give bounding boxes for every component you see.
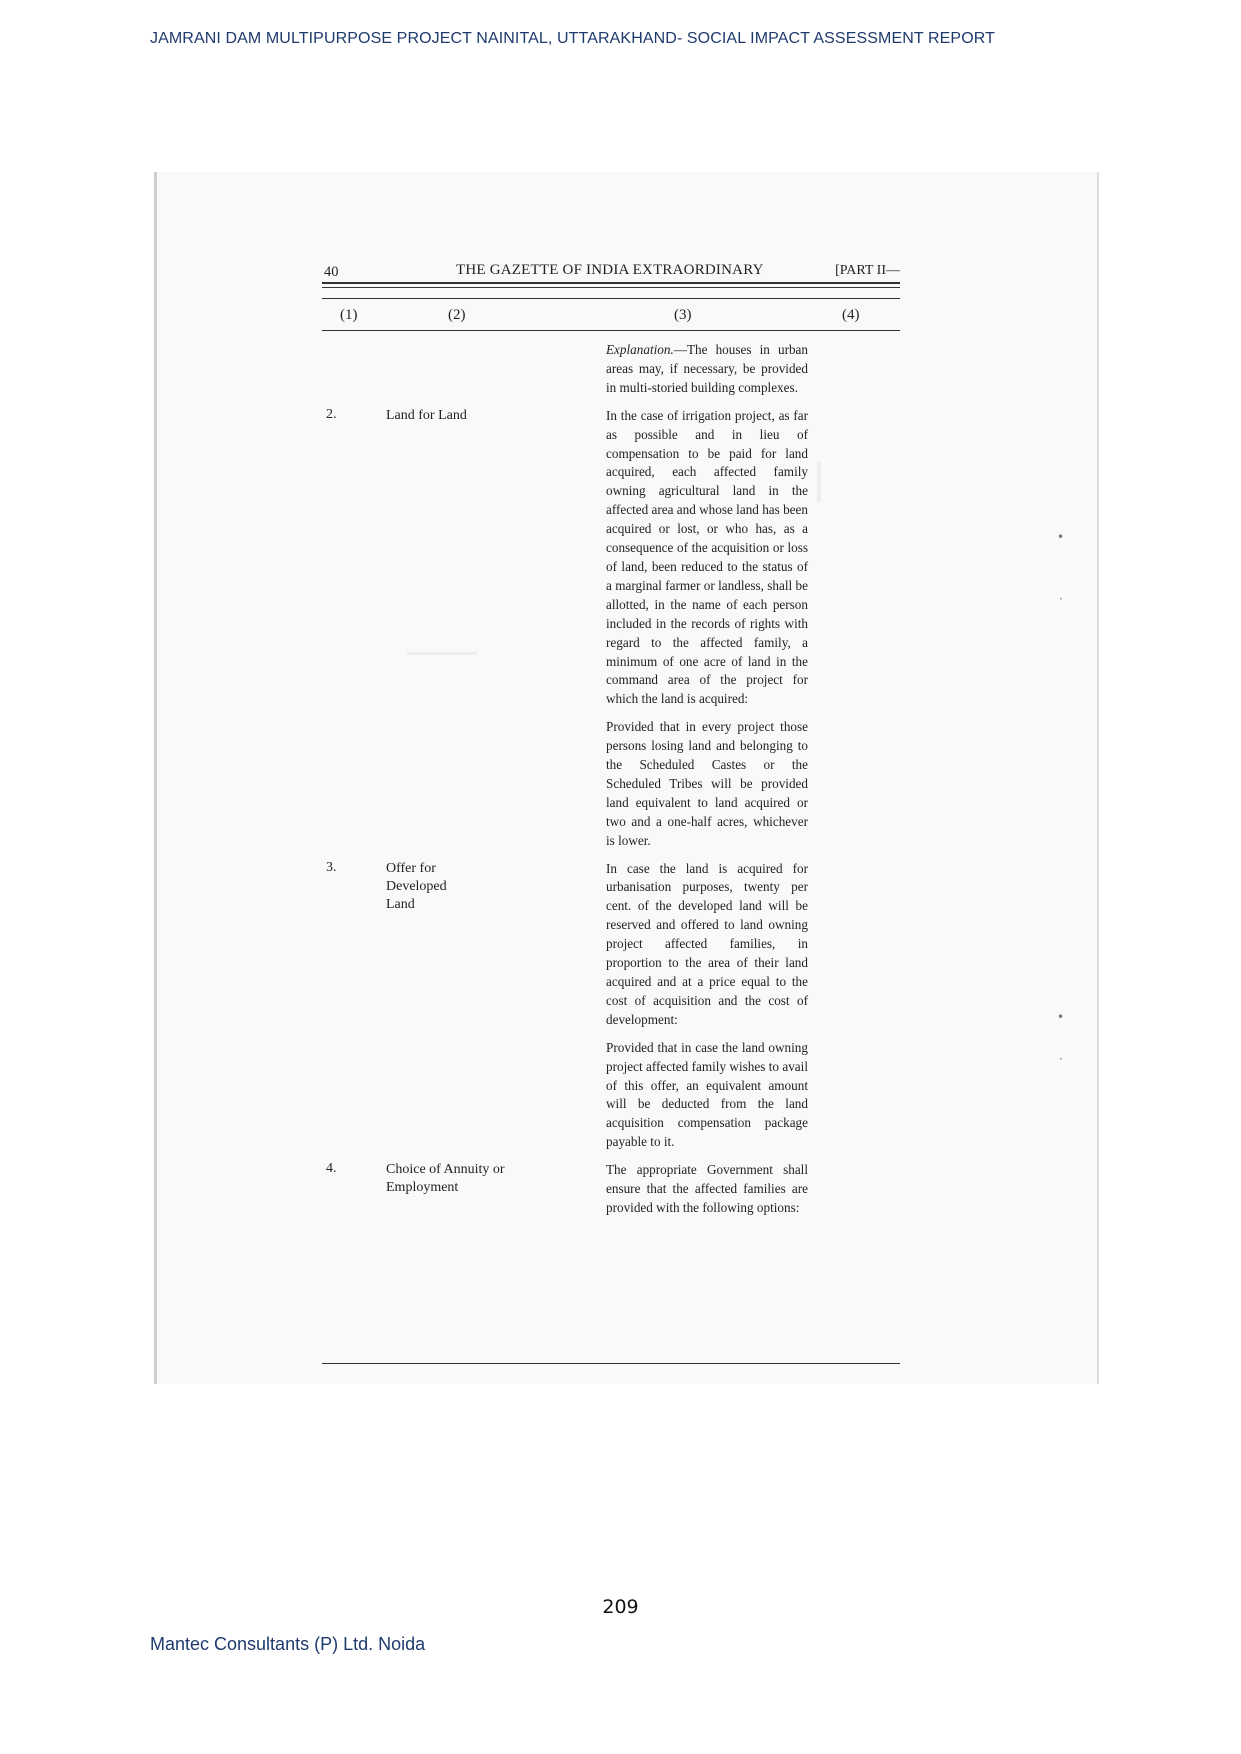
column-heading: (3): [674, 307, 692, 323]
scan-speck: •: [1057, 530, 1065, 544]
row-number: 4.: [326, 1161, 337, 1177]
column-headings: [322, 299, 900, 330]
gazette-page-number: 40: [324, 264, 339, 280]
gazette-part: [PART II—: [835, 263, 900, 278]
row-paragraph: In case the land is acquired for urbanisation purposes, twenty per cent. of the developed land will be reserved and offered to land owning project affected families, in proportion to the area of their land acquired and at a price equal to the cost of acquisition and the cost of development:: [606, 860, 808, 1027]
report-header: JAMRANI DAM MULTIPURPOSE PROJECT NAINITAL, UTTARAKHAND- SOCIAL IMPACT ASSESSMENT REPORT: [150, 30, 995, 47]
row-item: Offer for Developed Land: [386, 860, 447, 912]
table-row: [322, 407, 900, 851]
page-number: 209: [602, 1596, 639, 1618]
row-paragraph: The appropriate Government shall ensure that the affected families are provided with the following options:: [606, 1162, 808, 1215]
table-row: [322, 341, 900, 398]
row-paragraph: In the case of irrigation project, as far as possible and in lieu of compensation to be paid for land acquired, each affected family owning agricultural land in the affected area and whose land has been acquired or lost, or who has, as a consequence of the acquisition or loss of land, been reduced to the status of a marginal farmer or landless, shall be allotted, in the name of each person included in the records of rights with regard to the affected family, a minimum of one acre of land in the command area of the project for which the land is acquired:: [606, 407, 808, 707]
row-number: 3.: [326, 859, 337, 875]
column-heading: (4): [842, 307, 860, 323]
gazette-header: [322, 258, 900, 282]
scan-speck: ·: [1059, 1052, 1063, 1066]
table-bottom-rule: [322, 1363, 900, 1364]
footer-company: Mantec Consultants (P) Ltd. Noida: [150, 1634, 426, 1654]
gazette-page: [322, 258, 900, 1227]
explanation-label: Explanation.: [606, 342, 674, 357]
scan-speck: ·: [1059, 592, 1063, 606]
row-item: Choice of Annuity or Employment: [386, 1162, 505, 1196]
row-paragraph: Provided that in every project those persons losing land and belonging to the Scheduled Castes or the Scheduled Tribes will be provided land equivalent to land acquired or two and a one-half acres, whichever is lower.: [606, 719, 808, 848]
explanation-paragraph: [606, 341, 808, 398]
explanation-text: —The houses in urban areas may, if necessary, be provided in multi-storied building complexes.: [606, 342, 808, 395]
gazette-title: THE GAZETTE OF INDIA EXTRAORDINARY: [456, 262, 764, 278]
row-item: Land for Land: [386, 407, 467, 423]
table-row: [322, 860, 900, 1153]
table-row: [322, 1161, 900, 1218]
scan-speck: •: [1057, 1010, 1065, 1024]
row-number: 2.: [326, 406, 337, 422]
row-paragraph: Provided that in case the land owning project affected family wishes to avail of this offer, an equivalent amount will be deducted from the land acquisition compensation package payable to it.: [606, 1039, 808, 1150]
column-heading: (2): [448, 307, 466, 323]
column-heading: (1): [340, 307, 358, 323]
